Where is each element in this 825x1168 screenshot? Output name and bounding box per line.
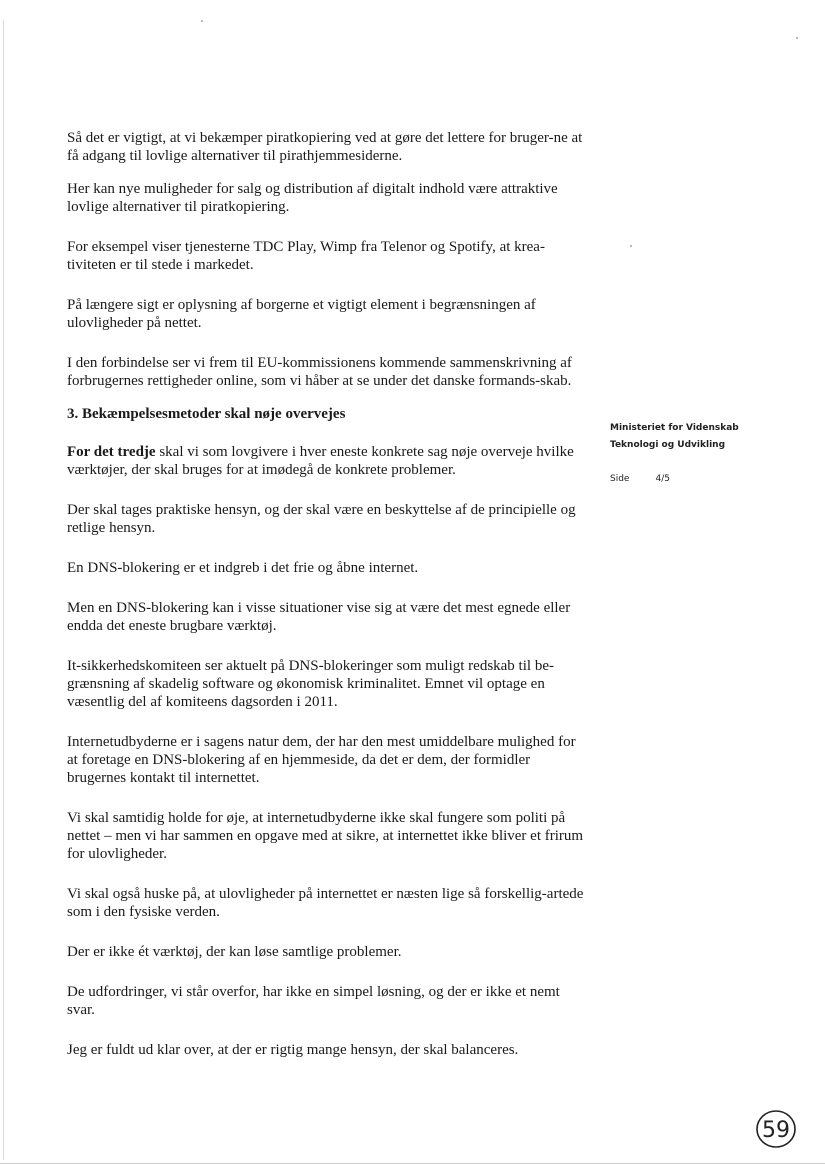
paragraph: I den forbindelse ser vi frem til EU-kommissionens kommende sammenskrivning af forbrugernes rettigheder online, som vi håber at se under det danske formands-skab. <box>67 355 572 389</box>
scan-edge-bottom <box>0 1163 825 1164</box>
paragraph: På længere sigt er oplysning af borgerne et vigtigt element i begrænsningen af ulovligheder på nettet. <box>67 297 536 331</box>
paragraph: Vi skal også huske på, at ulovligheder på internettet er næsten lige så forskellig-artede som i den fysiske verden. <box>67 886 584 920</box>
paragraph: De udfordringer, vi står overfor, har ikke en simpel løsning, og der er ikke et nemt svar. <box>67 984 560 1018</box>
paragraph: For eksempel viser tjenesterne TDC Play, Wimp fra Telenor og Spotify, at krea-tiviteten er til stede i markedet. <box>67 239 545 273</box>
paragraph: It-sikkerhedskomiteen ser aktuelt på DNS-blokeringer som muligt redskab til be-grænsning af skadelig software og økonomisk kriminalitet. Emnet vil optage en væsentlig del af komiteens dagsorden i 2011. <box>67 658 554 710</box>
handwritten-page-stamp <box>754 1107 798 1151</box>
page-indicator <box>610 474 670 484</box>
paragraph: Internetudbyderne er i sagens natur dem, der har den mest umiddelbare mulighed for at foretage en DNS-blokering af en hjemmeside, da det er dem, der formidler brugernes kontakt til internettet. <box>67 734 576 786</box>
scan-speck <box>201 20 203 22</box>
ministry-name-line2: Teknologi og Udvikling <box>610 440 726 450</box>
paragraph: Jeg er fuldt ud klar over, at der er rigtig mange hensyn, der skal balanceres. <box>67 1042 519 1058</box>
paragraph: Der skal tages praktiske hensyn, og der skal være en beskyttelse af de principielle og retlige hensyn. <box>67 502 576 536</box>
paragraph: Vi skal samtidig holde for øje, at internetudbyderne ikke skal fungere som politi på nettet – men vi har sammen en opgave med at sikre, at internettet ikke bliver et frirum for ulovligheder. <box>67 810 584 862</box>
paragraph: Der er ikke ét værktøj, der kan løse samtlige problemer. <box>67 944 402 960</box>
paragraph: En DNS-blokering er et indgreb i det frie og åbne internet. <box>67 560 419 576</box>
paragraph: Men en DNS-blokering kan i visse situationer vise sig at være det mest egnede eller endda det eneste brugbare værktøj. <box>67 600 571 634</box>
ministry-name: Ministeriet for Videnskab <box>610 423 739 433</box>
scan-speck <box>630 245 632 247</box>
page-label: Side <box>610 474 630 484</box>
paragraph: Så det er vigtigt, at vi bekæmper piratkopiering ved at gøre det lettere for bruger-ne at få adgang til lovlige alternativer til pirathjemmesiderne. <box>67 130 583 164</box>
lead-text: skal vi som lovgivere i hver eneste konkrete sag nøje overveje hvilke værktøjer, der skal bruges for at imødegå de konkrete problemer. <box>67 444 574 478</box>
scan-edge-left <box>3 20 4 1160</box>
lead-emphasis: For det tredje <box>67 444 156 460</box>
page-number: 4/5 <box>655 474 670 484</box>
stamp-number: 59 <box>762 1118 790 1143</box>
document-body <box>67 129 587 1081</box>
lead-paragraph <box>67 443 587 479</box>
section-heading: 3. Bekæmpelsesmetoder skal nøje overvejes <box>67 406 346 422</box>
scan-speck <box>796 37 798 39</box>
sender-block <box>610 420 780 454</box>
paragraph: Her kan nye muligheder for salg og distribution af digitalt indhold være attraktive lovlige alternativer til piratkopiering. <box>67 181 558 215</box>
